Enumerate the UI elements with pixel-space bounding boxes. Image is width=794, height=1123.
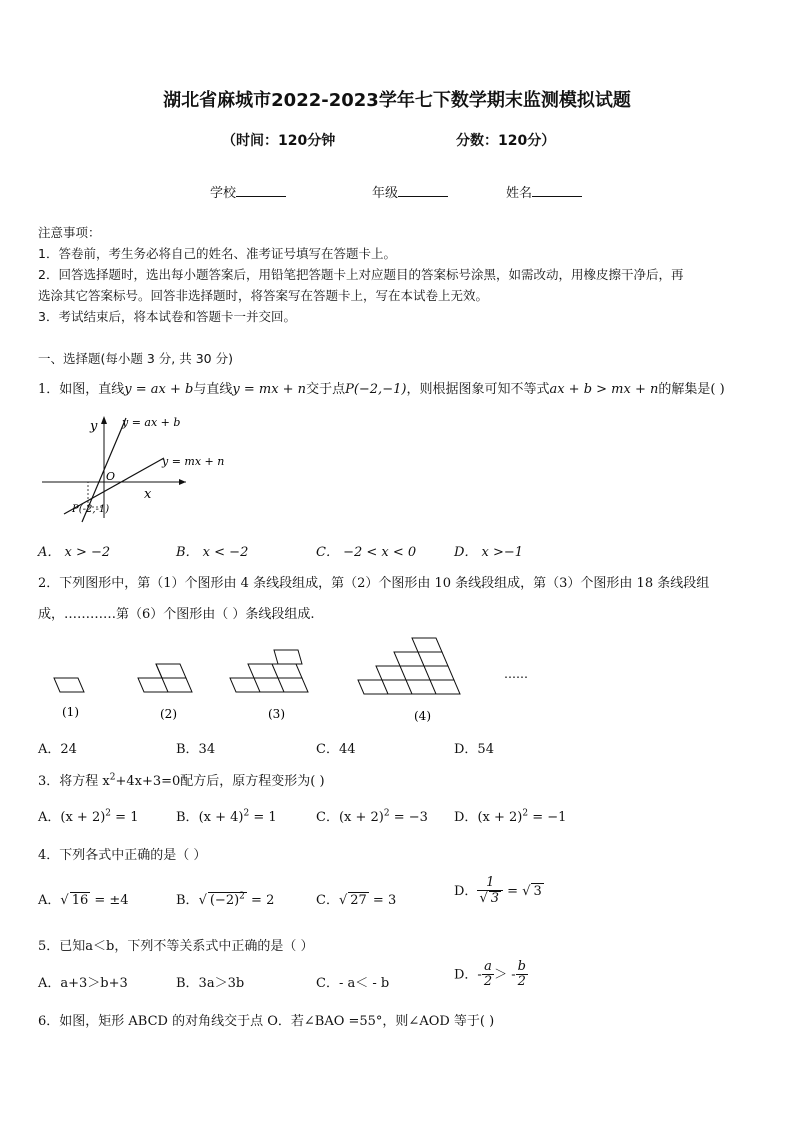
option-rest: = 2 [246, 893, 275, 908]
q3-exponent: 2 [109, 772, 116, 783]
option-label: B． [176, 893, 199, 908]
option-rest: = −1 [528, 810, 567, 825]
option-label: D． [454, 810, 478, 825]
option-rest: = [503, 883, 523, 899]
q2-option-c[interactable]: C．44 [316, 742, 356, 757]
name-field [506, 182, 582, 201]
line1-label: y = ax + b [122, 416, 181, 429]
x-axis-label: x [144, 487, 152, 502]
option-base: (x + 2) [477, 810, 523, 825]
q1-line1-eq: y = ax + b [124, 382, 194, 397]
section-heading: 一、选择题(每小题 3 分, 共 30 分) [38, 351, 233, 366]
figure-3-label: (3) [268, 707, 285, 721]
question-1-stem [38, 378, 725, 397]
option-mid: ＞ - [494, 967, 516, 983]
fraction [477, 876, 503, 907]
q4-option-c[interactable]: C．√ 27 = 3 [316, 893, 397, 908]
option-exp: 2 [522, 808, 529, 819]
point-p-label: P(-2,-1) [72, 504, 110, 515]
question-5-stem: 5．已知a＜b，下列不等关系式中正确的是（ ） [38, 939, 314, 954]
option-label: D．- [454, 967, 482, 983]
option-exp: 2 [383, 808, 390, 819]
q2-option-b[interactable]: B．34 [176, 742, 216, 757]
q1-graph [38, 410, 228, 525]
option-exp: 2 [243, 808, 250, 819]
q4-option-a[interactable]: A．√ 16 = ±4 [38, 893, 129, 908]
q1-point: P(−2,−1) [345, 382, 407, 397]
radicand: 3 [533, 883, 542, 899]
option-rest: = 3 [368, 893, 397, 908]
y-axis-label: y [90, 419, 98, 434]
denominator: 2 [517, 974, 526, 990]
option-label: D． [454, 883, 478, 899]
fraction [482, 960, 494, 990]
name-blank [532, 184, 582, 197]
option-base: (x + 4) [198, 810, 244, 825]
page-title: 湖北省麻城市2022-2023学年七下数学期末监测模拟试题 [163, 90, 631, 111]
q1-text: ，则根据图象可知不等式 [406, 382, 550, 397]
question-6-stem: 6．如图，矩形 ABCD 的对角线交于点 O．若∠BAO =55°，则∠AOD 等于( ) [38, 1014, 495, 1029]
q2-option-d[interactable]: D．54 [454, 742, 494, 757]
option-rest: = 1 [111, 810, 139, 825]
q1-text: 1．如图，直线 [38, 382, 125, 397]
q1-option-b[interactable]: B． x < −2 [176, 545, 249, 560]
q5-option-d[interactable] [454, 960, 528, 990]
q5-option-a[interactable]: A．a+3＞b+3 [38, 976, 128, 991]
question-2-line-1: 2．下列图形中，第（1）个图形由 4 条线段组成，第（2）个图形由 10 条线段组成，第（3）个图形由 18 条线段组 [38, 576, 710, 591]
q1-option-a[interactable]: A． x > −2 [38, 545, 111, 560]
grade-label: 年级 [372, 186, 399, 201]
note-item: 2．回答选择题时，选出每小题答案后，用铅笔把答题卡上对应题目的答案标号涂黑，如需改动，用橡皮擦干净后，再 [38, 267, 684, 282]
q1-inequality: ax + b > mx + n [549, 382, 659, 397]
option-label: C． [316, 810, 339, 825]
figure-2-shape [138, 664, 192, 692]
figure-1-label: (1) [62, 705, 79, 719]
numerator: 1 [477, 876, 503, 891]
time-limit: （时间：120分钟 [222, 133, 336, 149]
q3-option-c[interactable] [316, 806, 428, 825]
q4-option-b[interactable]: B．√ $(-2)^2 = 2$ [176, 891, 275, 908]
figure-3-shape [230, 650, 308, 692]
numerator: b [517, 959, 526, 974]
name-label: 姓名 [506, 186, 533, 201]
school-label: 学校 [210, 186, 237, 201]
q5-option-b[interactable]: B．3a＞3b [176, 976, 245, 991]
radicand-exp: 2 [239, 891, 245, 902]
grade-field [372, 182, 448, 201]
denominator: √ 3 [479, 891, 500, 907]
q4-option-d[interactable]: D． $\frac{1}{√ 3}$ = √ 3 [454, 875, 542, 907]
q3-option-a[interactable] [38, 806, 138, 825]
figure-1-shape [54, 678, 84, 692]
radicand: 3 [490, 891, 500, 907]
question-2-line-2: 成，…………第（6）个图形由（ ）条线段组成. [38, 607, 315, 622]
radicand: 16 [71, 893, 89, 908]
q1-option-d[interactable]: D． x >−1 [454, 545, 524, 560]
denominator: 2 [483, 974, 493, 990]
radicand-base: (−2) [209, 893, 240, 908]
origin-label: O [106, 470, 116, 483]
option-label: C． [316, 893, 339, 908]
option-rest: = 1 [249, 810, 277, 825]
x-axis-arrow-icon [179, 479, 186, 485]
q3-text: +4x+3=0配方后，原方程变形为( ) [115, 774, 325, 789]
option-label: A． [38, 810, 61, 825]
option-rest: = −3 [389, 810, 428, 825]
y-axis-arrow-icon [101, 416, 107, 424]
note-item: 3．考试结束后，将本试卷和答题卡一并交回。 [38, 309, 296, 324]
figure-4-shape [358, 638, 460, 694]
grade-blank [398, 184, 448, 197]
q1-option-c[interactable]: C． −2 < x < 0 [316, 545, 417, 560]
option-base: (x + 2) [60, 810, 106, 825]
q5-option-c[interactable]: C．- a＜ - b [316, 976, 390, 991]
numerator: a [482, 960, 494, 975]
note-item: 1．答卷前，考生务必将自己的姓名、准考证号填写在答题卡上。 [38, 246, 396, 261]
figure-4-label: (4) [414, 709, 431, 723]
q1-text: 交于点 [306, 382, 346, 397]
line2-label: y = mx + n [162, 455, 225, 468]
q1-text: 的解集是( ) [658, 382, 725, 397]
q2-figures [38, 630, 558, 730]
option-rest: = ±4 [90, 893, 129, 908]
option-exp: 2 [105, 808, 112, 819]
q3-text: 3．将方程 x [38, 774, 110, 789]
option-label: A． [38, 893, 61, 908]
option-base: (x + 2) [338, 810, 384, 825]
school-field [210, 182, 286, 201]
figure-2-label: (2) [160, 707, 177, 721]
total-score: 分数：120分） [456, 133, 556, 149]
option-label: B． [176, 810, 199, 825]
radicand: 27 [350, 893, 367, 908]
q3-option-b[interactable] [176, 806, 277, 825]
school-blank [236, 184, 286, 197]
note-item: 选涂其它答案标号。回答非选择题时，将答案写在答题卡上，写在本试卷上无效。 [38, 288, 489, 303]
q3-option-d[interactable] [454, 806, 566, 825]
question-3-stem [38, 770, 325, 789]
fraction [516, 960, 528, 990]
q2-option-a[interactable]: A．24 [38, 742, 77, 757]
figure-ellipsis: …… [504, 667, 528, 681]
notes-heading: 注意事项： [38, 225, 101, 240]
q1-text: 与直线 [193, 382, 233, 397]
q1-line2-eq: y = mx + n [232, 382, 307, 397]
question-4-stem: 4．下列各式中正确的是（ ） [38, 848, 207, 863]
radicand [208, 892, 247, 908]
